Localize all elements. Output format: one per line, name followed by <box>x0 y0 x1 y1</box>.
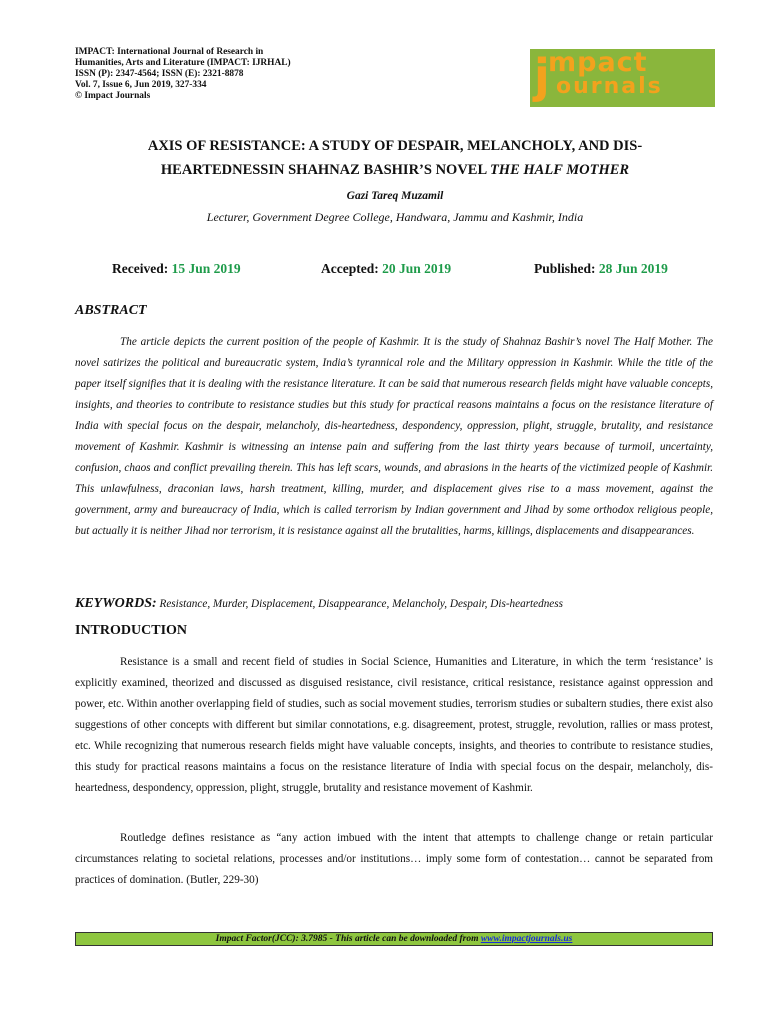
journal-line: ISSN (P): 2347-4564; ISSN (E): 2321-8878 <box>75 69 244 79</box>
impact-journals-logo <box>530 49 715 107</box>
logo-initial: j <box>534 49 550 103</box>
received-label: Received: <box>112 261 169 276</box>
received-date <box>112 261 241 277</box>
title-line-2 <box>75 158 715 182</box>
keywords <box>75 594 715 612</box>
abstract-text: The article depicts the current position of the people of Kashmir. It is the study of Shahnaz Bashir’s novel The Half Mother. The novel satirizes the political and bureaucratic system, India’s tyrannical role and the Military oppression in Kashmir. While the title of the paper itself signifies that it is dealing with the resistance literature. It can be said that numerous research fields might have valuable concepts, insights, and theories to contribute to resistance studies but this study for practical reasons maintains a focus on the resistance literature of India with special focus on the despair, melancholy, dis-heartedness, despondency, oppression, plight, struggle, brutality, and resistance movement of Kashmir. Kashmir is witnessing an intense pain and suffering from the last thirty years because of turmoil, uncertainty, confusion, chaos and conflict prevailing therein. This has left scars, wounds, and abrasions in the hearts of the victimized people of Kashmir. This unlawfulness, draconian laws, harsh treatment, killing, murder, and displacement gives rise to a mass movement, against the government, army and bureaucracy of India, which is called terrorism by Indian government and Jihad by some orthodox religious people, but actually it is neither Jihad nor terrorism, it is resistance against all the brutalities, harms, killings, displacements and disappearances. <box>75 336 713 537</box>
journal-line: Vol. 7, Issue 6, Jun 2019, 327-334 <box>75 80 207 90</box>
published-value: 28 Jun 2019 <box>598 261 668 276</box>
journal-header <box>75 47 375 102</box>
keywords-value: Resistance, Murder, Displacement, Disappearance, Melancholy, Despair, Dis-heartedness <box>156 598 563 610</box>
accepted-value: 20 Jun 2019 <box>382 261 452 276</box>
title-line-2-prefix: HEARTEDNESSIN SHAHNAZ BASHIR’S NOVEL <box>160 162 490 178</box>
article-title <box>75 134 715 182</box>
received-value: 15 Jun 2019 <box>171 261 241 276</box>
journal-line: IMPACT: International Journal of Research in <box>75 47 264 57</box>
published-label: Published: <box>534 261 596 276</box>
title-novel-name: THE HALF MOTHER <box>489 162 630 178</box>
logo-text-top: mpact <box>548 47 648 78</box>
introduction-heading: INTRODUCTION <box>75 623 188 638</box>
keywords-label: KEYWORDS: <box>75 596 157 611</box>
journal-line: © Impact Journals <box>75 91 151 101</box>
footer-link[interactable]: www.impactjournals.us <box>480 934 573 944</box>
title-line-1: AXIS OF RESISTANCE: A STUDY OF DESPAIR, MELANCHOLY, AND DIS- <box>147 138 643 154</box>
accepted-date <box>321 261 451 277</box>
footer-bar <box>75 932 713 946</box>
introduction-paragraph-2: Routledge defines resistance as “any action imbued with the intent that attempts to challenge change or retain particular circumstances relating to societal relations, processes and/or institutions… imply some form of contestation… cannot be separated from practices of domination. (Butler, 229-30) <box>75 832 713 886</box>
published-date <box>534 261 668 277</box>
abstract-heading: ABSTRACT <box>75 303 147 318</box>
author-name: Gazi Tareq Muzamil <box>346 190 444 202</box>
accepted-label: Accepted: <box>321 261 379 276</box>
footer-text: Impact Factor(JCC): 3.7985 - This article can be downloaded from <box>215 934 481 944</box>
author-affiliation: Lecturer, Government Degree College, Handwara, Jammu and Kashmir, India <box>206 210 584 224</box>
logo-text-bottom: ournals <box>556 74 663 99</box>
journal-line: Humanities, Arts and Literature (IMPACT: IJRHAL) <box>75 58 291 68</box>
introduction-paragraph-1: Resistance is a small and recent field of studies in Social Science, Humanities and Literature, in which the term ‘resistance’ is explicitly examined, theorized and discussed as disguised resistance, civil resistance, critical resistance, resistance against oppression and power, etc. Within another overlapping field of studies, such as social movement studies, terrorism studies or subaltern studies, there exist also suggestions of other concepts with different but similar connotations, e.g. disagreement, protest, struggle, revolution, rallies or mass protest, etc. While recognizing that numerous research fields might have valuable concepts, insights, and theories to contribute to resistance studies, this study for practical reasons maintains a focus on the resistance literature of India with special focus on the despair, melancholy, dis-heartedness, despondency, oppression, plight, struggle, brutality and resistance movement of Kashmir. <box>75 656 713 794</box>
